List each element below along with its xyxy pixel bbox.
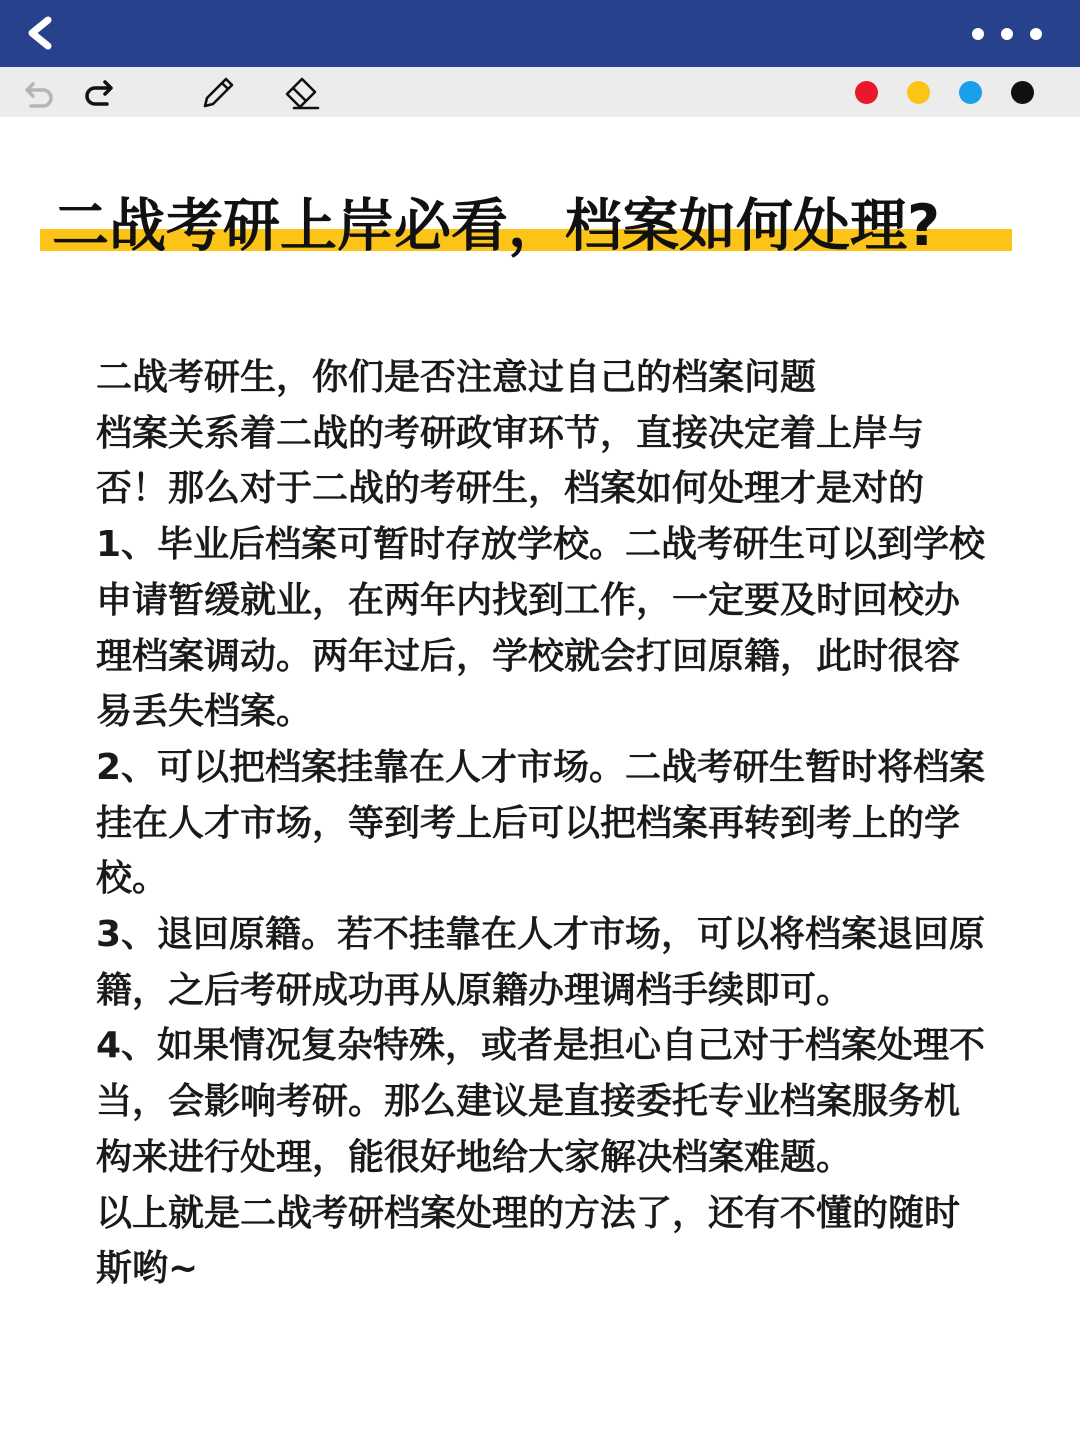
title-block (40, 188, 1012, 268)
more-dots-icon (972, 28, 984, 40)
eraser-icon (282, 74, 322, 112)
more-dots-icon (1001, 28, 1013, 40)
undo-icon (23, 78, 57, 108)
eraser-button[interactable] (282, 73, 322, 113)
paragraph: 2、可以把档案挂靠在人才市场。二战考研生暂时将档案挂在人才市场，等到考上后可以把档案再转到考上的学校。 (96, 746, 986, 900)
undo-button[interactable] (20, 73, 60, 113)
redo-icon (81, 78, 115, 108)
pencil-button[interactable] (198, 73, 238, 113)
page-title: 二战考研上岸必看，档案如何处理? (52, 193, 941, 259)
drawing-toolbar (0, 67, 1080, 117)
paragraph: 以上就是二战考研档案处理的方法了，还有不懂的随时斯哟~ (96, 1192, 961, 1290)
paragraph: 4、如果情况复杂特殊，或者是担心自己对于档案处理不当，会影响考研。那么建议是直接委托专业档案服务机构来进行处理，能很好地给大家解决档案难题。 (96, 1025, 986, 1178)
more-dots-icon (1030, 28, 1042, 40)
paragraph: 档案关系着二战的考研政审环节，直接决定着上岸与否！那么对于二战的考研生，档案如何处理才是对的 (96, 412, 925, 510)
article-body (96, 350, 986, 1297)
top-bar (0, 0, 1080, 67)
redo-button[interactable] (78, 73, 118, 113)
chevron-left-icon (24, 16, 54, 50)
color-swatch-yellow[interactable] (907, 81, 930, 104)
paragraph: 二战考研生，你们是否注意过自己的档案问题 (96, 357, 817, 398)
back-button[interactable] (18, 12, 60, 54)
color-swatch-black[interactable] (1011, 81, 1034, 104)
pencil-icon (199, 74, 237, 112)
color-swatch-red[interactable] (855, 81, 878, 104)
paragraph: 1、毕业后档案可暂时存放学校。二战考研生可以到学校申请暂缓就业，在两年内找到工作，一定要及时回校办理档案调动。两年过后，学校就会打回原籍，此时很容易丢失档案。 (96, 524, 986, 733)
paragraph: 3、退回原籍。若不挂靠在人才市场，可以将档案退回原籍，之后考研成功再从原籍办理调档手续即可。 (96, 914, 986, 1011)
color-swatch-blue[interactable] (959, 81, 982, 104)
more-button[interactable] (972, 22, 1042, 46)
